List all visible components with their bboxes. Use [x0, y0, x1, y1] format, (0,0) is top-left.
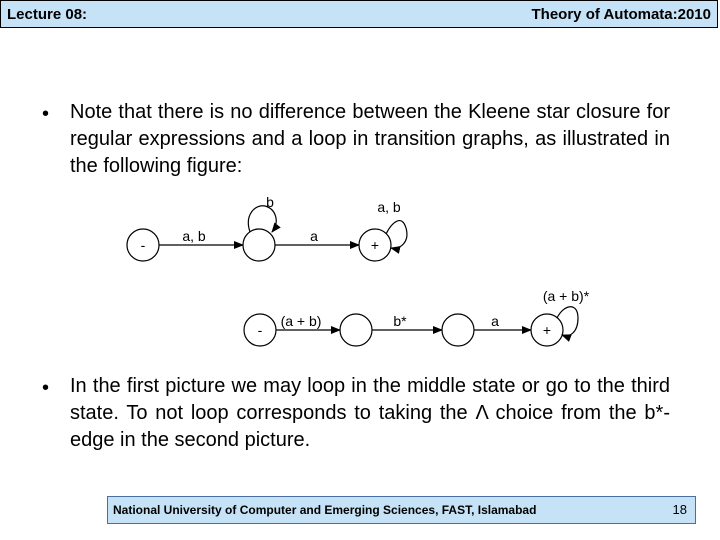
bullet-marker: • — [42, 103, 50, 125]
edge-label-1: (a + b) — [280, 313, 322, 329]
loop-label-middle: b — [266, 194, 274, 210]
slide-footer — [107, 496, 696, 524]
edge-label-start-middle: a, b — [182, 228, 206, 244]
final-state-label: + — [370, 237, 380, 253]
middle-state — [243, 229, 275, 261]
state-2 — [340, 314, 372, 346]
bullet-marker: • — [42, 377, 50, 399]
state-3 — [442, 314, 474, 346]
bullet-text-1: Note that there is no difference between the Kleene star closure for regular expressions and a loop in transition graphs, as illustrated in the following figure: — [70, 101, 670, 177]
final-state-label: + — [542, 322, 552, 338]
figure-2 — [244, 288, 590, 346]
page-number: 18 — [672, 502, 687, 517]
bullet-text-2: In the first picture we may loop in the middle state or go to the third state. To not loop corresponds to taking the Λ choice from the b*-edge in the second picture. — [70, 375, 670, 451]
course-title: Theory of Automata:2010 — [531, 6, 711, 23]
lecture-label: Lecture 08: — [7, 6, 88, 23]
edge-label-middle-final: a — [310, 228, 318, 244]
start-state-label: - — [140, 237, 146, 253]
loop-label-final: (a + b)* — [542, 288, 590, 304]
loop-label-final: a, b — [377, 199, 401, 215]
start-state-label: - — [257, 322, 263, 338]
edge-label-2: b* — [393, 313, 407, 329]
figure-1 — [127, 194, 407, 261]
edge-label-3: a — [491, 313, 499, 329]
footer-institution: National University of Computer and Emerging Sciences, FAST, Islamabad — [113, 503, 537, 517]
